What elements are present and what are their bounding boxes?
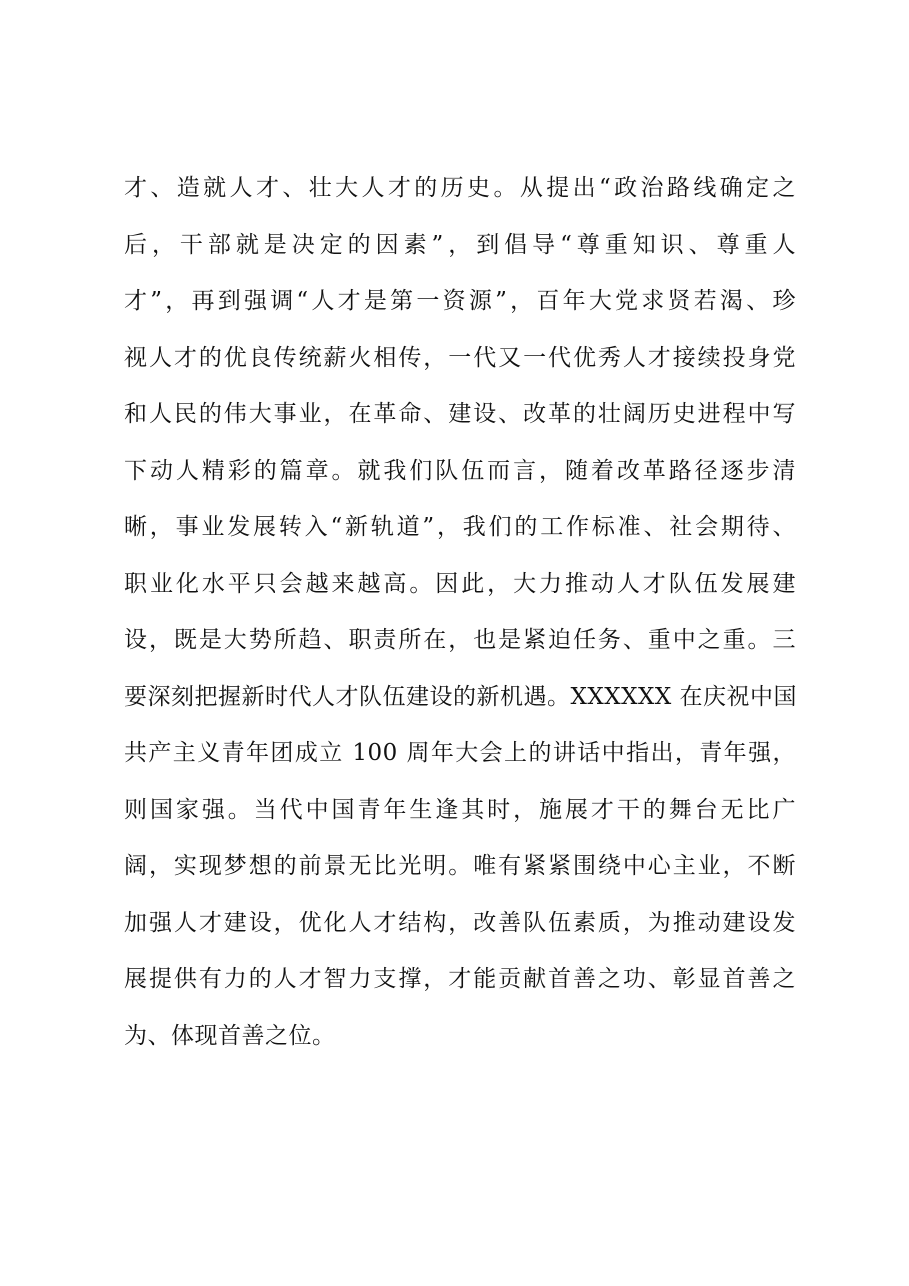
text-line: 设，既是大势所趋、职责所在，也是紧迫任务、重中之重。三: [124, 627, 796, 653]
text-line: 阔，实现梦想的前景无比光明。唯有紧紧围绕中心主业，不断: [124, 853, 796, 879]
text-line-last: 为、体现首善之位。: [124, 1022, 336, 1049]
text-line: 共产主义青年团成立 100 周年大会上的讲话中指出，青年强，: [124, 740, 796, 766]
text-line: 下动人精彩的篇章。就我们队伍而言，随着改革路径逐步清: [124, 457, 796, 484]
text-line: 视人才的优良传统薪火相传，一代又一代优秀人才接续投身党: [124, 344, 796, 371]
text-line: 职业化水平只会越来越高。因此，大力推动人才队伍发展建: [124, 570, 796, 597]
text-line: 才、造就人才、壮大人才的历史。从提出“政治路线确定之: [124, 175, 796, 201]
text-line: 和人民的伟大事业，在革命、建设、改革的壮阔历史进程中写: [124, 401, 796, 427]
text-line: 展提供有力的人才智力支撑，才能贡献首善之功、彰显首善之: [124, 966, 796, 992]
body-paragraph: [124, 160, 796, 1064]
text-line: 要深刻把握新时代人才队伍建设的新机遇。XXXXXX 在庆祝中国: [124, 683, 798, 710]
text-line: 加强人才建设，优化人才结构，改善队伍素质，为推动建设发: [124, 909, 796, 936]
text-line: 才”，再到强调“人才是第一资源”，百年大党求贤若渴、珍: [124, 288, 796, 314]
text-line: 后，干部就是决定的因素”，到倡导“尊重知识、尊重人: [124, 231, 796, 258]
text-line: 则国家强。当代中国青年生逢其时，施展才干的舞台无比广: [124, 796, 796, 823]
text-line: 晰，事业发展转入“新轨道”，我们的工作标准、社会期待、: [124, 514, 796, 540]
